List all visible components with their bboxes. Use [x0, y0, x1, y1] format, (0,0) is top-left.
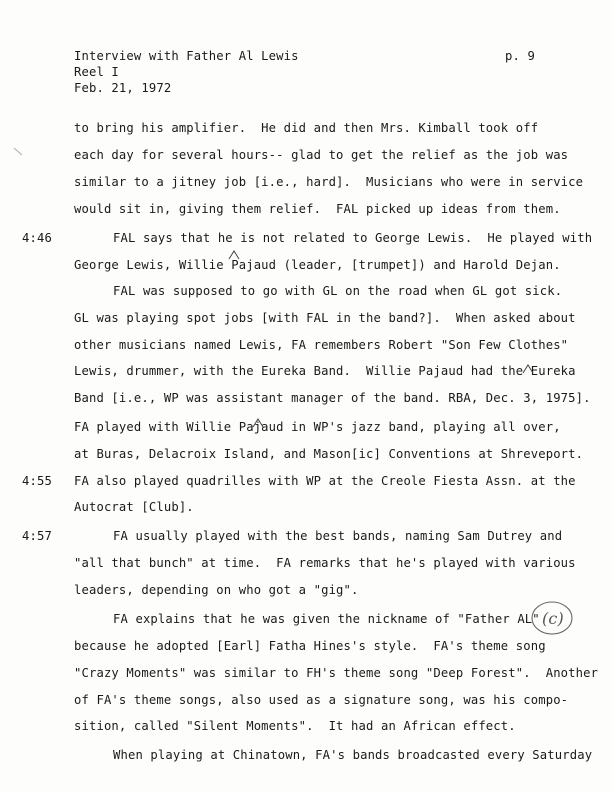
margin-note: (c)	[542, 609, 564, 628]
body-line: FA played with Willie Pajaud in WP's jazz band, playing all over,	[74, 420, 561, 434]
body-line: to bring his amplifier. He did and then Mrs. Kimball took off	[74, 121, 539, 135]
body-line: each day for several hours-- glad to get the relief as the job was	[74, 148, 569, 162]
timecode: 4:57	[22, 529, 52, 543]
body-line: "Crazy Moments" was similar to FH's theme song "Deep Forest". Another	[74, 666, 599, 680]
timecode: 4:46	[22, 231, 52, 245]
body-line: because he adopted [Earl] Fatha Hines's style. FA's theme song	[74, 639, 546, 653]
body-line: George Lewis, Willie Pajaud (leader, [trumpet]) and Harold Dejan.	[74, 258, 561, 272]
body-line: at Buras, Delacroix Island, and Mason[ic] Conventions at Shreveport.	[74, 447, 584, 461]
caret-mark-icon	[520, 360, 536, 376]
body-line: FAL says that he is not related to George Lewis. He played with	[113, 231, 593, 245]
header-reel: Reel I	[74, 65, 119, 79]
body-line: sition, called "Silent Moments". It had an African effect.	[74, 719, 516, 733]
handwritten-annotation-circle	[528, 598, 576, 638]
body-line: similar to a jitney job [i.e., hard]. Musicians who were in service	[74, 175, 584, 189]
body-line: When playing at Chinatown, FA's bands broadcasted every Saturday	[113, 748, 593, 762]
body-line: would sit in, giving them relief. FAL picked up ideas from them.	[74, 202, 561, 216]
page-number: p. 9	[505, 49, 535, 63]
caret-mark-icon	[226, 246, 242, 262]
body-line: of FA's theme songs, also used as a signature song, was his compo-	[74, 693, 569, 707]
body-line: Autocrat [Club].	[74, 500, 194, 514]
header-date: Feb. 21, 1972	[74, 81, 172, 95]
header-title: Interview with Father Al Lewis	[74, 49, 299, 63]
body-line: "all that bunch" at time. FA remarks that he's played with various	[74, 556, 576, 570]
body-line: Lewis, drummer, with the Eureka Band. Willie Pajaud had the Eureka	[74, 364, 576, 378]
body-line: Band [i.e., WP was assistant manager of the band. RBA, Dec. 3, 1975].	[74, 391, 591, 405]
body-line: FA usually played with the best bands, naming Sam Dutrey and	[113, 529, 563, 543]
stray-mark-icon	[12, 145, 26, 159]
body-line: GL was playing spot jobs [with FAL in the band?]. When asked about	[74, 311, 576, 325]
body-line: FA also played quadrilles with WP at the Creole Fiesta Assn. at the	[74, 474, 576, 488]
timecode: 4:55	[22, 474, 52, 488]
body-line: FAL was supposed to go with GL on the road when GL got sick.	[113, 284, 563, 298]
caret-mark-icon	[250, 414, 266, 430]
body-line: other musicians named Lewis, FA remembers Robert "Son Few Clothes"	[74, 338, 569, 352]
body-line: leaders, depending on who got a "gig".	[74, 583, 359, 597]
body-line: FA explains that he was given the nickname of "Father AL"	[113, 612, 540, 626]
